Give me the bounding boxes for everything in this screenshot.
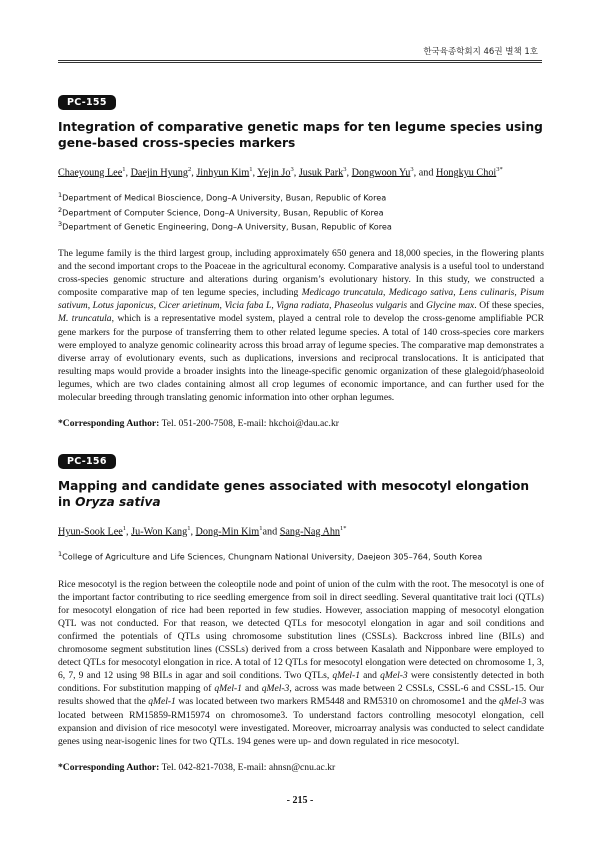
affiliation <box>58 549 544 563</box>
body-text-italic: Lens culinaris <box>458 287 515 299</box>
body-text-run: , <box>153 300 159 312</box>
abstract-pc-155 <box>58 92 544 429</box>
author-affiliation-mark: 3 <box>343 166 347 173</box>
abstract-title: Integration of comparative genetic maps for ten legume species using gene-based cross-species markers <box>58 120 543 150</box>
body-text-run: was located between two markers RM5448 and RM5310 on chromosome1 and the <box>175 696 500 708</box>
author-separator: , <box>126 526 132 538</box>
author-name: Hyun-Sook Lee <box>58 526 123 538</box>
body-text-italic: M. truncatula <box>58 313 112 325</box>
affiliation-text: College of Agriculture and Life Sciences, Chungnam National University, Daejeon 305–764, South Korea <box>62 552 483 563</box>
author-name: Jinhyun Kim <box>196 167 250 179</box>
abstract-body <box>58 578 544 748</box>
body-text-run: , <box>87 300 93 312</box>
corresponding-author-label: *Corresponding Author: <box>58 418 160 430</box>
affiliation-list <box>58 190 544 233</box>
body-text-run: Rice mesocotyl is the region between the coleoptile node and point of union of the culm with the root. The mesocotyl is one of the important factor contributing to rice seedling emergence from soil in direct seedling. Several quantitative trait loci (QTLs) for mesocotyl elongation of rice had been reported in few studies. However, association mapping of mesocotyl elongation QTL was not conducted. For that reason, we detected QTLs for mesocotyl elongation in agar and soil conditions and confirmed the potentials of QTLs using chromosome substitution lines (CSSLs). Backcross inbred line (BILs) and chromosome segment substitution lines (CSSLs) derived from a cross between Kasalath and Nipponbare were employed to detect QTLs for mesocotyl elongation in rice. A total of 12 QTLs for mesocotyl elongation were detected on chromosome 1, 3, 6, 7, 9 and 12 using 98 BILs in agar and soil conditions. Two QTLs, <box>58 578 544 682</box>
corresponding-author <box>58 762 544 773</box>
corresponding-author <box>58 418 544 429</box>
author-affiliation-mark: 1* <box>340 525 347 532</box>
body-text-run: was located between RM15859-RM15974 on chromosome3. To understand factors controlling mesocotyl elongation, cell expansion and division of rice mesocotyl were investigated. Moreover, microarray analysis was conducted to select candidate genes using near-isogenic lines for two QTLs. 194 genes were up- and down regulated in rice mesocotyl. <box>58 696 544 747</box>
body-text-italic: qMel-1 <box>214 683 242 695</box>
corresponding-author-label: *Corresponding Author: <box>58 761 160 773</box>
affiliation-text: Department of Medical Bioscience, Dong–A University, Busan, Republic of Korea <box>62 193 387 204</box>
body-text-italic: Vigna radiata <box>276 300 330 312</box>
body-text-run: were consistently detected in both conditions. For substitution mapping of <box>58 670 544 695</box>
body-text-run: , <box>514 287 521 299</box>
author-name: Dongwoon Yu <box>351 167 411 179</box>
body-text-run: , <box>383 287 389 299</box>
body-text-italic: Vicia faba L <box>224 300 272 312</box>
author-name: Daejin Hyung <box>130 167 188 179</box>
body-text-run: , <box>329 300 335 312</box>
affiliation-mark: 3 <box>58 219 63 228</box>
abstract-code-badge: PC-155 <box>58 95 116 110</box>
author-list <box>58 522 544 538</box>
body-text-run: , across was made between 2 CSSLs, CSSL-6 and CSSL-15. Our results showed that the <box>58 683 544 708</box>
abstract-body <box>58 247 544 404</box>
author-name: Yejin Jo <box>257 167 291 179</box>
body-text-run: and <box>359 670 381 682</box>
author-name: Hongkyu Choi <box>435 167 497 179</box>
body-text-run: , which is a representative model system, played a central role to develop the cross-genome amplifiable PCR gene markers for the purpose of transferring them to other related legume species. A total of 140 cross-species core markers were employed to analyze genomic colinearity across this broad array of legume species. The comparative map demonstrates a diverse array of evolutionary events, such as duplications, inversions and reciprocal translocations. It is anticipated that resulting maps would provide a broader insights into the lineage-specific genomic organization of these glalegoid/phaseoloid legumes, which are two clades containing almost all crop legumes of economic importance, and can further used for the molecular breeding through translating genomic information into other orphan legumes. <box>58 313 544 403</box>
author-list <box>58 163 544 179</box>
body-text-run: and <box>407 300 427 312</box>
body-text-italic: Cicer arietinum <box>158 300 220 312</box>
body-text-italic: Glycine max <box>426 300 475 312</box>
affiliation <box>58 190 544 204</box>
author-name: Ju-Won Kang <box>131 526 188 538</box>
affiliation-list <box>58 549 544 563</box>
author-separator: , <box>190 526 196 538</box>
page-number: - 215 - <box>286 795 314 806</box>
affiliation-mark: 2 <box>58 205 63 214</box>
body-text-italic: Phaseolus vulgaris <box>334 300 408 312</box>
author-name: Dong-Min Kim <box>195 526 260 538</box>
author-affiliation-mark: 3* <box>496 166 503 173</box>
body-text-run: The legume family is the third largest group, including approximately 650 genera and 18,000 species, in the flowering plants and the second important crops to the Poaceae in the agricultural economy. Comparative analysis is a useful tool to understand cross-species genomic structure and alterations during organism’s evolutionary history. In this study, we constructed a composite comparative map of ten legume species, including <box>58 247 544 299</box>
abstract-pc-156 <box>58 451 544 773</box>
author-affiliation-mark: 3 <box>410 166 414 173</box>
corresponding-author-contact: Tel. 051-200-7508, E-mail: hkchoi@dau.ac.kr <box>159 418 339 430</box>
body-text-italic: Medicago truncatula <box>301 287 384 299</box>
corresponding-author-contact: Tel. 042-821-7038, E-mail: ahnsn@cnu.ac.kr <box>159 761 336 773</box>
affiliation-text: Department of Computer Science, Dong–A University, Busan, Republic of Korea <box>62 207 384 218</box>
author-name: Chaeyoung Lee <box>58 167 123 179</box>
body-text-italic: qMel-1 <box>332 670 360 682</box>
body-text-italic: Medicago sativa <box>388 287 454 299</box>
author-separator: , <box>293 167 299 179</box>
header-rule-secondary <box>58 62 542 63</box>
body-text-italic: qMel-3 <box>499 696 527 708</box>
author-affiliation-mark: 1 <box>259 525 263 532</box>
author-name: Jusuk Park <box>298 167 344 179</box>
author-separator: , <box>191 167 197 179</box>
title-text-run: Mapping and candidate genes associated with mesocotyl elongation in <box>58 479 530 509</box>
title-text-italic: Oryza sativa <box>75 494 161 509</box>
affiliation-mark: 1 <box>58 191 63 200</box>
abstract-code-badge: PC-156 <box>58 454 116 469</box>
journal-header: 한국육종학회지 46권 별책 1호 <box>423 47 538 57</box>
author-separator: , <box>346 167 352 179</box>
author-affiliation-mark: 1 <box>122 525 127 532</box>
header-rule <box>58 60 542 61</box>
affiliation-text: Department of Genetic Engineering, Dong–A University, Busan, Republic of Korea <box>62 221 392 232</box>
author-separator: , and <box>413 167 436 179</box>
body-text-italic: qMel-1 <box>148 696 176 708</box>
author-affiliation-mark: 2 <box>188 166 192 173</box>
author-name: Sang-Nag Ahn <box>279 526 341 538</box>
body-text-run: and <box>241 683 262 695</box>
abstract-title <box>58 479 544 510</box>
author-separator: and <box>262 526 280 538</box>
affiliation <box>58 205 544 219</box>
affiliation <box>58 219 544 233</box>
body-text-italic: Lotus japonicus <box>92 300 154 312</box>
author-separator: , <box>125 167 131 179</box>
body-text-run: . Of these species, <box>474 300 544 312</box>
body-text-run: , <box>219 300 225 312</box>
body-text-run: , <box>271 300 277 312</box>
body-text-run: , <box>453 287 459 299</box>
body-text-italic: Pisum sativum <box>58 287 544 312</box>
author-affiliation-mark: 1 <box>249 166 253 173</box>
affiliation-mark: 1 <box>58 550 63 559</box>
body-text-italic: qMel-3 <box>380 670 408 682</box>
author-affiliation-mark: 3 <box>290 166 294 173</box>
author-affiliation-mark: 1 <box>122 166 126 173</box>
author-separator: , <box>252 167 258 179</box>
body-text-italic: qMel-3 <box>261 683 290 695</box>
author-affiliation-mark: 1 <box>187 525 191 532</box>
